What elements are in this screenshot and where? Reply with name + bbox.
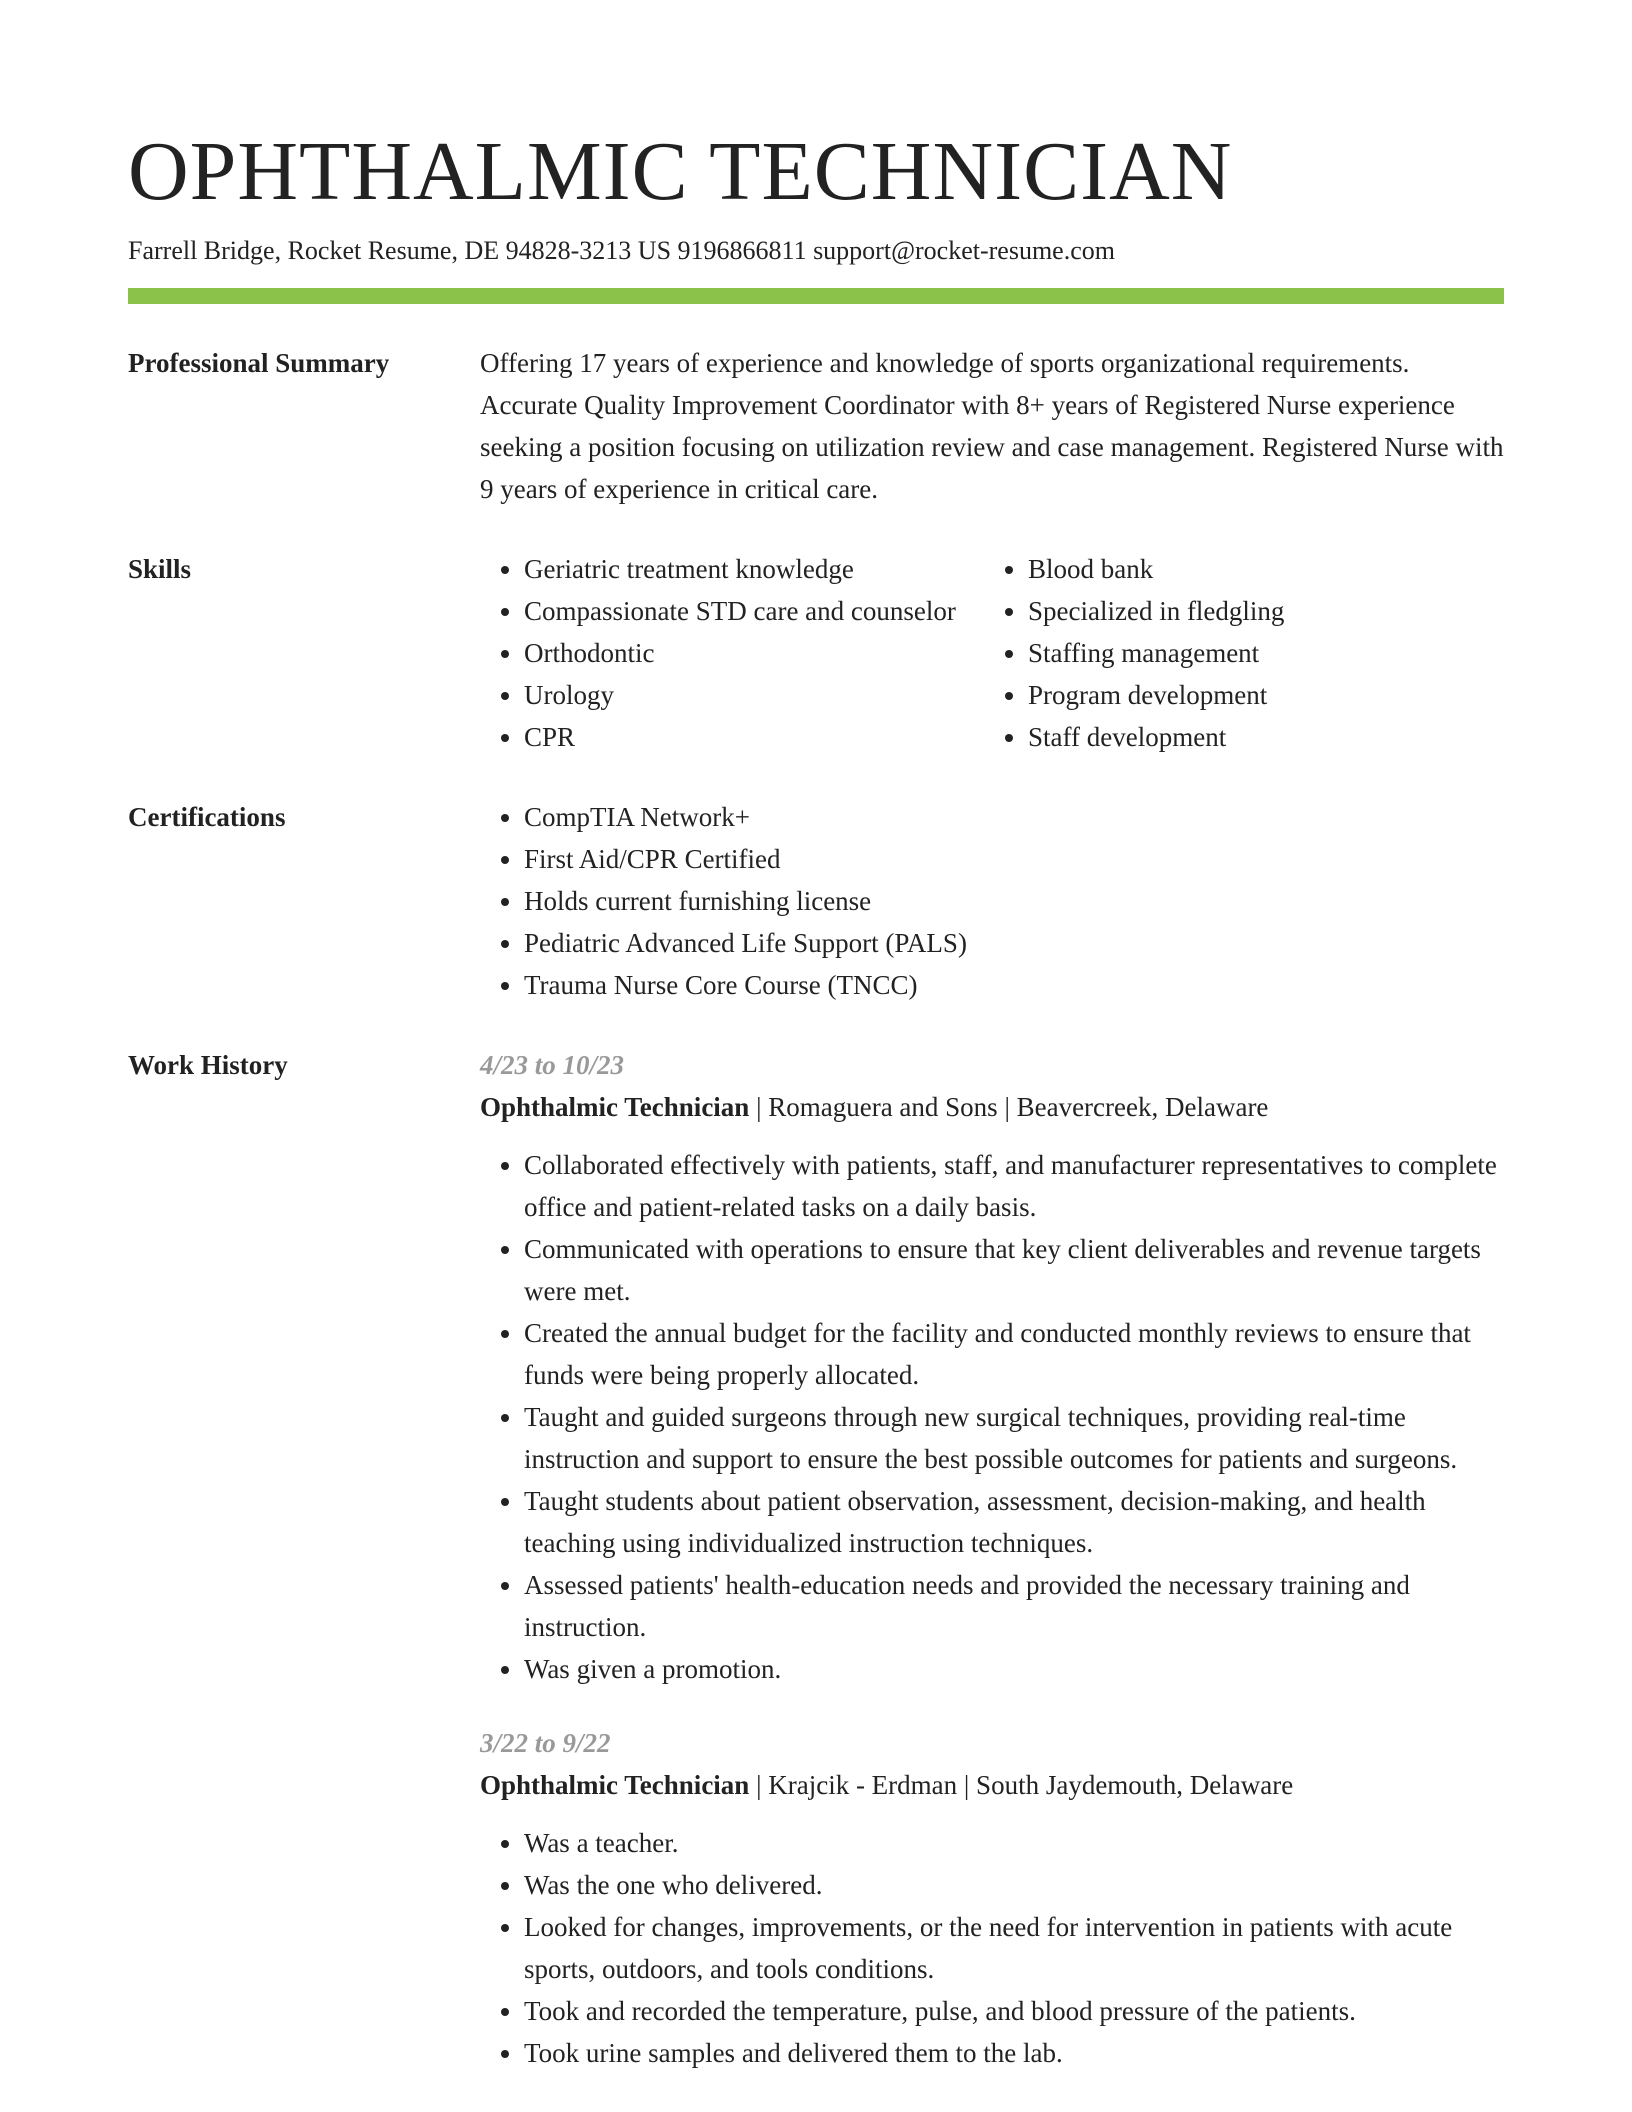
skill-item: • Blood bank	[1028, 548, 1504, 590]
job-employer-location: | Romaguera and Sons | Beavercreek, Delaware	[749, 1092, 1269, 1122]
summary-section	[128, 342, 1504, 510]
skills-list-left	[480, 548, 984, 758]
skill-item: • Program development	[1028, 674, 1504, 716]
job-bullet: • Assessed patients' health-education needs and provided the necessary training and instruction.	[524, 1564, 1504, 1648]
job-bullet: • Taught students about patient observation, assessment, decision-making, and health teaching using individualized instruction techniques.	[524, 1480, 1504, 1564]
resume-name-heading: OPHTHALMIC TECHNICIAN	[128, 125, 1233, 218]
job-bullet: • Looked for changes, improvements, or the need for intervention in patients with acute sports, outdoors, and tools conditions.	[524, 1906, 1504, 1990]
work-history-body	[480, 1044, 1504, 2074]
job-dates: 4/23 to 10/23	[480, 1050, 625, 1080]
job-entry	[480, 1044, 1504, 1690]
summary-body	[480, 342, 1504, 510]
certifications-title: Certifications	[128, 802, 286, 832]
job-bullet: • Took urine samples and delivered them to the lab.	[524, 2032, 1504, 2074]
work-history-section	[128, 1044, 1504, 2074]
certification-item: • CompTIA Network+	[524, 796, 1504, 838]
resume-page	[128, 0, 1504, 2074]
skills-list-right	[984, 548, 1504, 758]
job-bullet: • Was a teacher.	[524, 1822, 1504, 1864]
accent-divider	[128, 288, 1504, 304]
certification-item: • Trauma Nurse Core Course (TNCC)	[524, 964, 1504, 1006]
job-bullet: • Collaborated effectively with patients, staff, and manufacturer representatives to complete office and patient-related tasks on a daily basis.	[524, 1144, 1504, 1228]
job-heading	[480, 1086, 1504, 1128]
job-bullet: • Was the one who delivered.	[524, 1864, 1504, 1906]
certification-item: • First Aid/CPR Certified	[524, 838, 1504, 880]
certifications-section	[128, 796, 1504, 1006]
job-bullets	[480, 1822, 1504, 2074]
certification-item: • Pediatric Advanced Life Support (PALS)	[524, 922, 1504, 964]
skills-title: Skills	[128, 554, 192, 584]
skill-item: • Staffing management	[1028, 632, 1504, 674]
job-bullets	[480, 1144, 1504, 1690]
job-bullet: • Taught and guided surgeons through new surgical techniques, providing real-time instruction and support to ensure the best possible outcomes for patients and surgeons.	[524, 1396, 1504, 1480]
certifications-list	[480, 796, 1504, 1006]
skill-item: • Staff development	[1028, 716, 1504, 758]
summary-text: Offering 17 years of experience and knowledge of sports organizational requirements. Accurate Quality Improvement Coordinator with 8+ years of Registered Nurse experience seeking a position focusing on utilization review and case management. Registered Nurse with 9 years of experience in critical care.	[480, 348, 1504, 504]
summary-title: Professional Summary	[128, 348, 390, 378]
skill-item: • Geriatric treatment knowledge	[524, 548, 984, 590]
skill-item: • Orthodontic	[524, 632, 984, 674]
skill-item: • CPR	[524, 716, 984, 758]
certification-item: • Holds current furnishing license	[524, 880, 1504, 922]
job-title: Ophthalmic Technician	[480, 1092, 750, 1122]
work-history-title: Work History	[128, 1050, 288, 1080]
job-bullet: • Created the annual budget for the facility and conducted monthly reviews to ensure that funds were being properly allocated.	[524, 1312, 1504, 1396]
job-bullet: • Took and recorded the temperature, pulse, and blood pressure of the patients.	[524, 1990, 1504, 2032]
job-heading	[480, 1764, 1504, 1806]
skill-item: • Specialized in fledgling	[1028, 590, 1504, 632]
job-employer-location: | Krajcik - Erdman | South Jaydemouth, Delaware	[749, 1770, 1294, 1800]
skill-item: • Compassionate STD care and counselor	[524, 590, 984, 632]
job-dates: 3/22 to 9/22	[480, 1728, 611, 1758]
job-entry	[480, 1722, 1504, 2074]
skill-item: • Urology	[524, 674, 984, 716]
job-title: Ophthalmic Technician	[480, 1770, 750, 1800]
certifications-body	[480, 796, 1504, 1006]
skills-section	[128, 548, 1504, 758]
job-bullet: • Was given a promotion.	[524, 1648, 1504, 1690]
contact-info: Farrell Bridge, Rocket Resume, DE 94828-3213 US 9196866811 support@rocket-resume.com	[128, 236, 1115, 265]
job-bullet: • Communicated with operations to ensure that key client deliverables and revenue targets were met.	[524, 1228, 1504, 1312]
skills-body	[480, 548, 1504, 758]
